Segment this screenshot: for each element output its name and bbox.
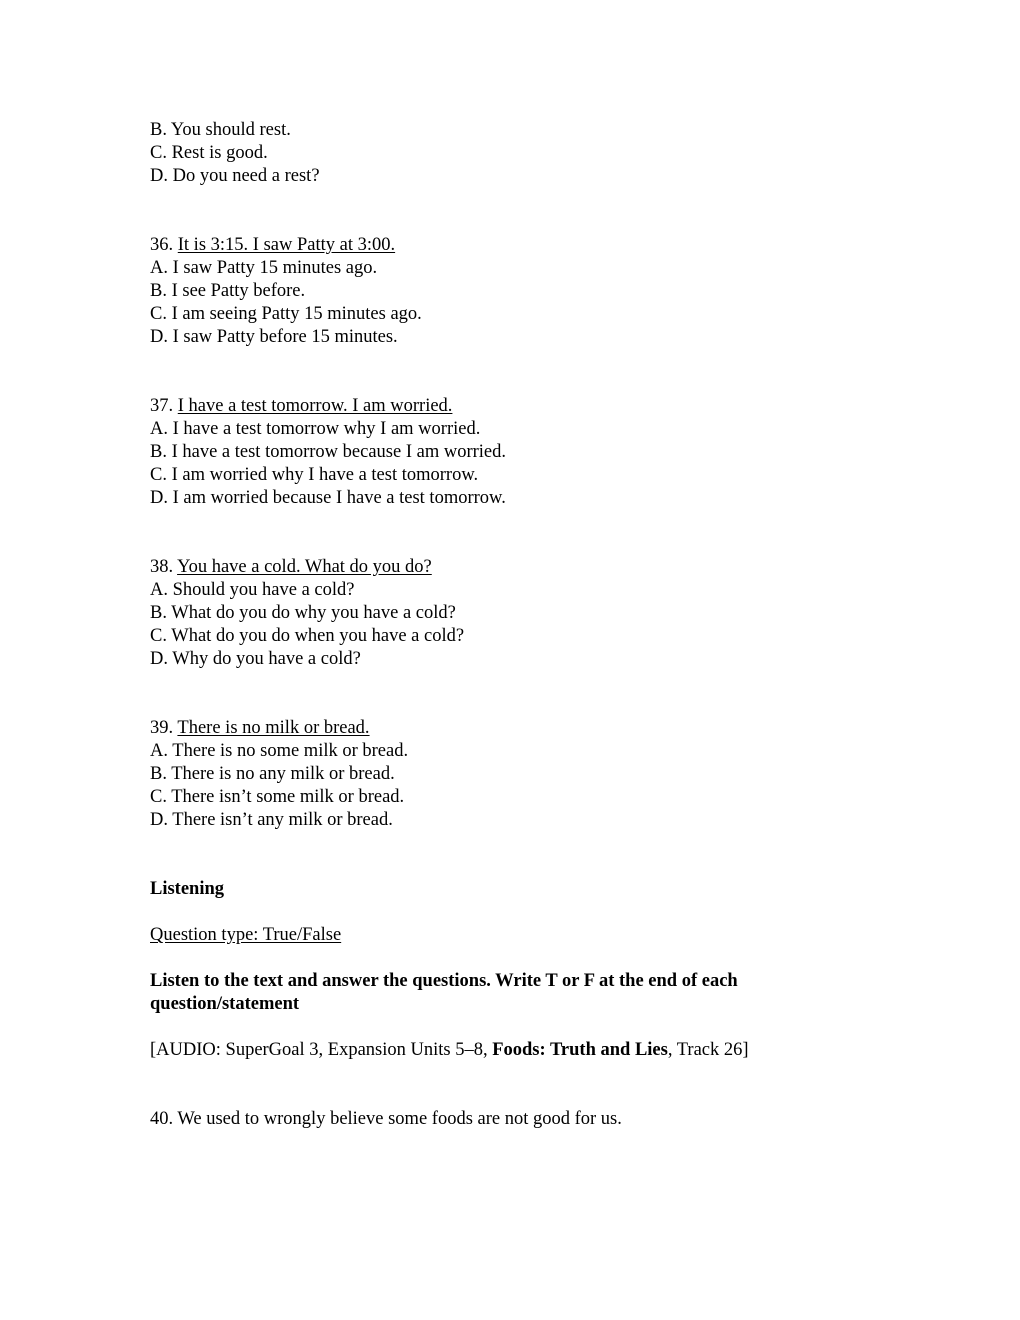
question-37 [150,395,850,510]
question-38 [150,556,850,671]
instruction-line-2: question/statement [150,994,300,1014]
option-c: C. I am worried why I have a test tomorrow. [150,465,479,485]
question-prompt: 38. You have a cold. What do you do? [150,557,432,577]
question-39 [150,717,850,832]
question-prompt: 37. I have a test tomorrow. I am worried. [150,396,453,416]
option-a: A. I saw Patty 15 minutes ago. [150,258,378,278]
section-heading: Listening [150,879,225,899]
question-40: 40. We used to wrongly believe some foods are not good for us. [150,1109,622,1129]
question-36 [150,234,850,349]
option-d: D. Do you need a rest? [150,166,320,186]
instruction-line-1: Listen to the text and answer the questions. Write T or F at the end of each [150,971,738,991]
option-b: B. You should rest. [150,120,291,140]
question-prompt: 36. It is 3:15. I saw Patty at 3:00. [150,235,396,255]
option-c: C. Rest is good. [150,143,268,163]
option-d: D. Why do you have a cold? [150,649,361,669]
option-d: D. I am worried because I have a test tomorrow. [150,488,506,508]
option-b: B. I see Patty before. [150,281,306,301]
continued-options [150,119,850,188]
option-c: C. What do you do when you have a cold? [150,626,465,646]
option-d: D. I saw Patty before 15 minutes. [150,327,398,347]
option-c: C. I am seeing Patty 15 minutes ago. [150,304,422,324]
document-page [150,119,850,1131]
listening-section [150,878,850,1131]
option-d: D. There isn’t any milk or bread. [150,810,393,830]
option-a: A. I have a test tomorrow why I am worried. [150,419,481,439]
option-a: A. There is no some milk or bread. [150,741,409,761]
option-a: A. Should you have a cold? [150,580,355,600]
question-type: Question type: True/False [150,925,342,945]
option-b: B. I have a test tomorrow because I am worried. [150,442,506,462]
option-b: B. What do you do why you have a cold? [150,603,456,623]
question-prompt: 39. There is no milk or bread. [150,718,370,738]
audio-reference: [AUDIO: SuperGoal 3, Expansion Units 5–8, Foods: Truth and Lies, Track 26] [150,1040,749,1060]
option-c: C. There isn’t some milk or bread. [150,787,405,807]
option-b: B. There is no any milk or bread. [150,764,395,784]
